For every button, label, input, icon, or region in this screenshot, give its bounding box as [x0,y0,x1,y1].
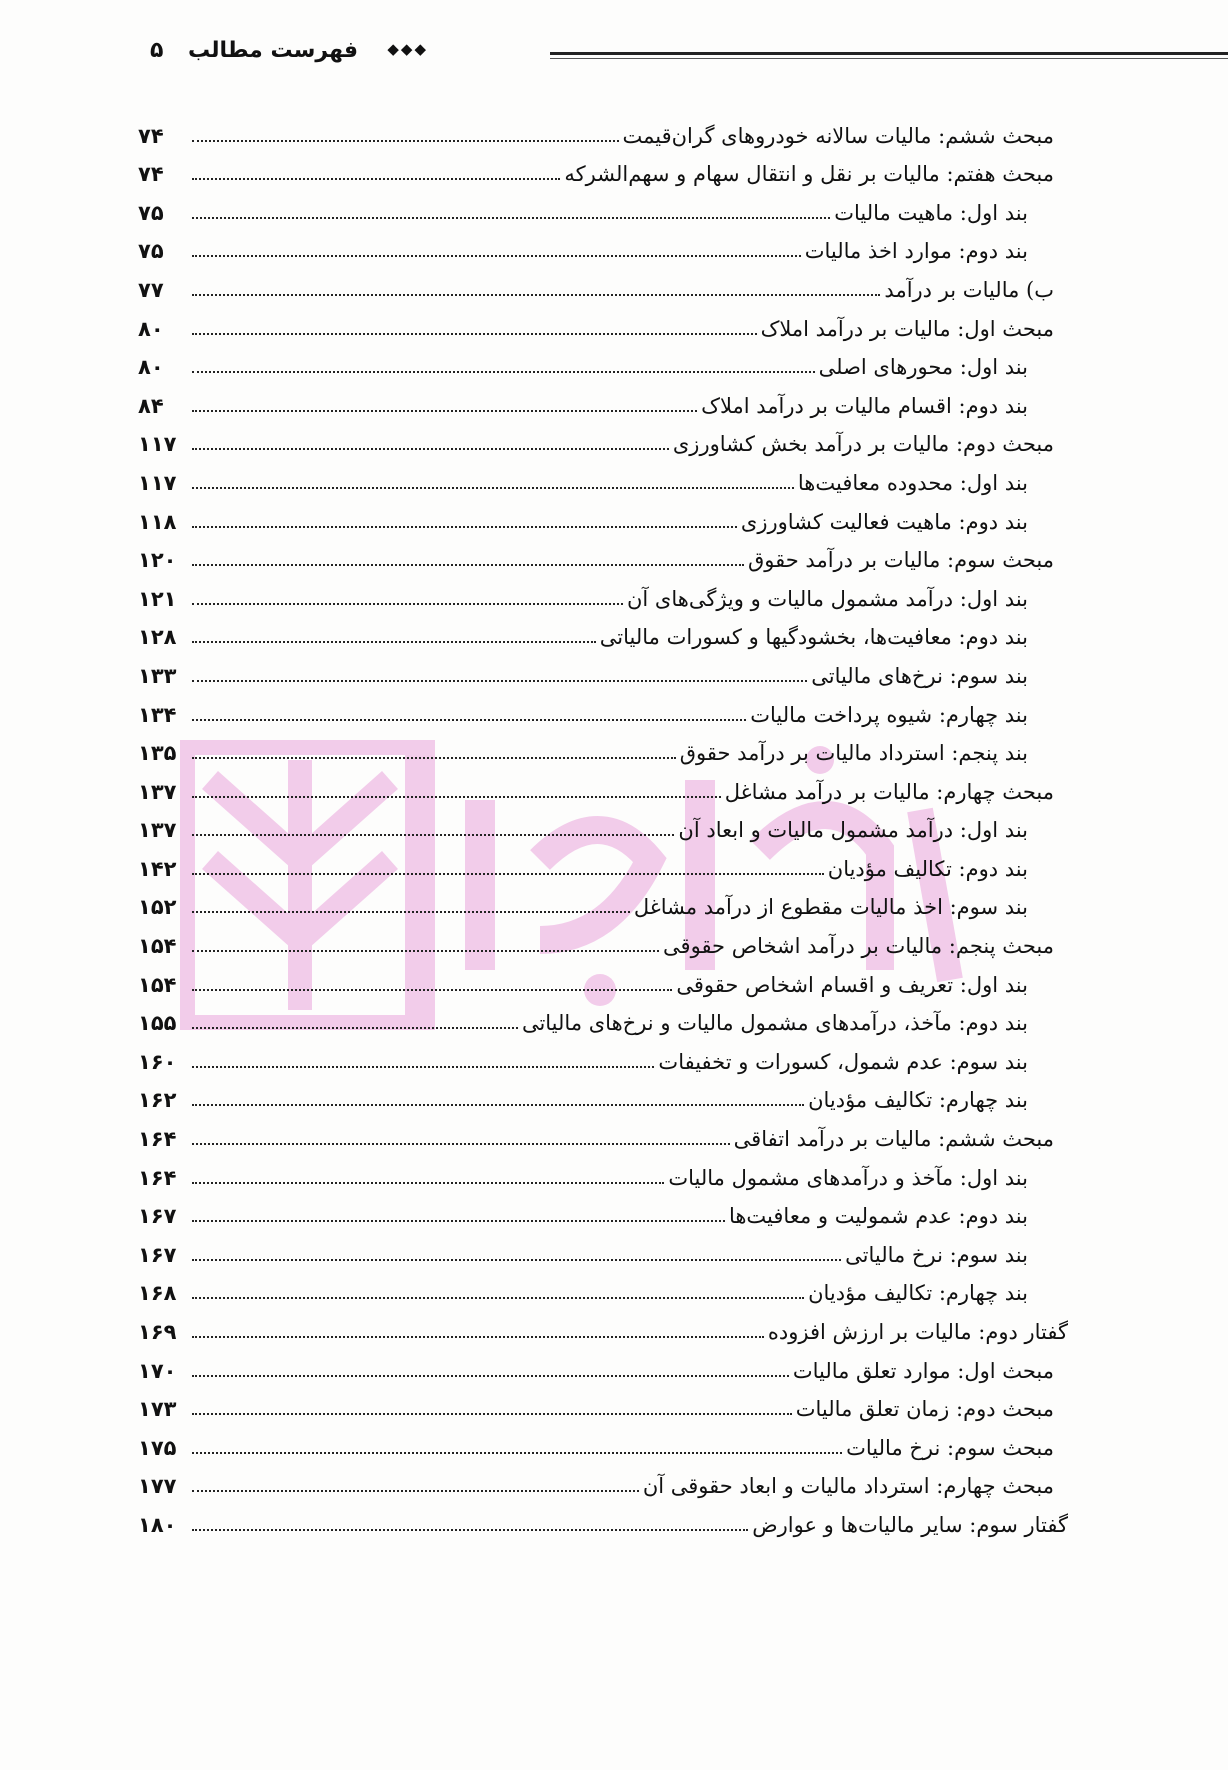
toc-entry [138,922,1068,961]
toc-dot-leader [192,1413,792,1415]
toc-entry [138,961,1068,1000]
toc-dot-leader [192,719,746,721]
toc-entry-title: بند دوم: مآخذ، درآمدهای مشمول مالیات و نرخ‌های مالیاتی [521,1011,1028,1036]
toc-dot-leader [192,757,676,759]
toc-entry [138,537,1068,576]
toc-dot-leader [192,448,669,450]
toc-entry [138,614,1068,653]
toc-entry [138,807,1068,846]
toc-page-number: ۱۵۵ [138,1011,177,1036]
toc-page-number: ۱۵۲ [138,895,177,920]
toc-dot-leader [192,1336,764,1338]
toc-dot-leader [192,1182,664,1184]
toc-entry [138,189,1068,228]
toc-entry-title: مبحث سوم: نرخ مالیات [846,1435,1054,1460]
toc-page-number: ۱۷۷ [138,1474,177,1499]
toc-page-number: ۱۷۳ [138,1397,177,1422]
toc-page-number: ۷۴ [138,162,164,187]
toc-page-number: ۱۶۸ [138,1281,177,1306]
toc-entry [138,1463,1068,1502]
toc-entry [138,228,1068,267]
toc-page-number: ۱۶۴ [138,1165,177,1190]
toc-page-number: ۷۴ [138,123,164,148]
toc-entry [138,1386,1068,1425]
toc-dot-leader [192,140,619,142]
toc-page-number: ۱۷۰ [138,1358,177,1383]
toc-dot-leader [192,1490,639,1492]
toc-page-number: ۱۶۴ [138,1127,177,1152]
toc-entry [138,1231,1068,1270]
toc-dot-leader [192,217,830,219]
toc-entry [138,845,1068,884]
toc-entry [138,1193,1068,1232]
toc-page-number: ۱۱۷ [138,432,177,457]
toc-page-number: ۱۳۵ [138,741,177,766]
toc-entry-title: بند اول: محدوده معافیت‌ها [797,470,1028,495]
header-rule-thin [550,58,1228,59]
toc-page-number: ۸۴ [138,393,164,418]
toc-page-number: ۱۶۷ [138,1204,177,1229]
toc-entry-title: بند چهارم: تکالیف مؤدیان [808,1281,1028,1306]
toc-dot-leader [192,1220,725,1222]
toc-entry-title: مبحث ششم: مالیات سالانه خودروهای گران‌قیمت [622,123,1054,148]
toc-dot-leader [192,950,659,952]
toc-entry-title: مبحث سوم: مالیات بر درآمد حقوق [748,548,1054,573]
toc-page-number: ۱۲۸ [138,625,177,650]
toc-entry [138,652,1068,691]
toc-dot-leader [192,603,623,605]
toc-entry-title: بند سوم: اخذ مالیات مقطوع از درآمد مشاغل [633,895,1028,920]
header-rule [550,52,1228,55]
toc-entry-title: گفتار سوم: سایر مالیات‌ها و عوارض [752,1512,1068,1537]
toc-entry-title: مبحث اول: موارد تعلق مالیات [792,1358,1054,1383]
toc-dot-leader [192,410,697,412]
toc-entry-title: بند اول: ماهیت مالیات [834,200,1028,225]
toc-dot-leader [192,1375,789,1377]
toc-page-number: ۱۶۰ [138,1049,177,1074]
toc-page-number: ۷۷ [138,277,164,302]
toc-page-number: ۱۵۴ [138,972,177,997]
toc-entry [138,691,1068,730]
toc-dot-leader [192,255,801,257]
toc-page-number: ۸۰ [138,316,164,341]
toc-entry [138,266,1068,305]
toc-page-number: ۱۶۷ [138,1242,177,1267]
toc-page-number: ۱۲۰ [138,548,177,573]
toc-dot-leader [192,178,560,180]
header-ornament: ◆◆◆ [387,40,428,58]
toc-entry-title: مبحث دوم: مالیات بر درآمد بخش کشاورزی [672,432,1054,457]
toc-page-number: ۱۱۷ [138,470,177,495]
toc-dot-leader [192,1104,804,1106]
toc-entry-title: بند دوم: معافیت‌ها، بخشودگیها و کسورات مالیاتی [599,625,1028,650]
toc-dot-leader [192,873,824,875]
toc-entry [138,575,1068,614]
toc-dot-leader [192,911,630,913]
toc-entry-title: بند دوم: ماهیت فعالیت کشاورزی [740,509,1028,534]
toc-page-number: ۱۱۸ [138,509,177,534]
toc-page-number: ۱۳۳ [138,663,177,688]
toc-page-number: ۱۶۹ [138,1320,177,1344]
toc-entry-title: مبحث چهارم: مالیات بر درآمد مشاغل [724,779,1054,804]
toc-entry-title: بند سوم: نرخ‌های مالیاتی [811,663,1028,688]
toc-entry-title: بند اول: مآخذ و درآمدهای مشمول مالیات [668,1165,1028,1190]
toc-dot-leader [192,1259,841,1261]
toc-entry [138,382,1068,421]
header-page-number: ۵ [150,38,164,63]
toc-page-number: ۸۰ [138,355,164,380]
toc-page-number: ۷۵ [138,239,164,264]
toc-page-number: ۱۸۰ [138,1512,177,1537]
toc-entry [138,151,1068,190]
toc-entry [138,1424,1068,1463]
toc-entry [138,305,1068,344]
toc-entry [138,498,1068,537]
toc-page-number: ۱۷۵ [138,1435,177,1460]
toc-entry [138,344,1068,383]
toc-dot-leader [192,333,757,335]
toc-entry-title: مبحث چهارم: استرداد مالیات و ابعاد حقوقی آن [642,1474,1054,1499]
toc-dot-leader [192,1066,654,1068]
toc-dot-leader [192,371,815,373]
toc-dot-leader [192,1529,748,1531]
toc-entry-title: بند دوم: موارد اخذ مالیات [804,239,1028,264]
toc-entry-title: بند اول: درآمد مشمول مالیات و ویژگی‌های آن [627,586,1028,611]
toc-entry-title: بند اول: محورهای اصلی [818,355,1028,380]
toc-dot-leader [192,1027,518,1029]
toc-entry-title: مبحث ششم: مالیات بر درآمد اتفاقی [733,1127,1054,1152]
toc-dot-leader [192,294,880,296]
toc-entry [138,884,1068,923]
toc-dot-leader [192,641,596,643]
toc-entry-title: مبحث پنجم: مالیات بر درآمد اشخاص حقوقی [663,934,1054,959]
toc-dot-leader [192,1452,842,1454]
toc-dot-leader [192,526,737,528]
toc-page-number: ۷۵ [138,200,164,225]
toc-entry [138,1154,1068,1193]
toc-entry-title: مبحث اول: مالیات بر درآمد املاک [760,316,1054,341]
toc-page-number: ۱۳۴ [138,702,177,727]
toc-page-number: ۱۵۴ [138,934,177,959]
toc-dot-leader [192,680,807,682]
toc-entry [138,1000,1068,1039]
toc-dot-leader [192,796,721,798]
toc-dot-leader [192,564,744,566]
toc-page-number: ۱۲۱ [138,586,177,611]
toc-entry-title: بند سوم: عدم شمول، کسورات و تخفیفات [658,1049,1028,1074]
toc-dot-leader [192,989,672,991]
toc-entry [138,768,1068,807]
toc-entry-title: بند سوم: نرخ مالیاتی [845,1242,1028,1267]
toc-entry [138,1270,1068,1309]
toc-entry [138,1115,1068,1154]
toc-entry [138,112,1068,151]
toc-page-number: ۱۳۷ [138,818,177,843]
toc-entry-title: ب) مالیات بر درآمد [884,277,1054,302]
toc-entry [138,1308,1068,1347]
toc-entry-title: مبحث هفتم: مالیات بر نقل و انتقال سهام و سهم‌الشرکه [564,162,1054,187]
toc-entry-title: بند پنجم: استرداد مالیات بر درآمد حقوق [679,741,1028,766]
toc-entry-title: بند چهارم: تکالیف مؤدیان [808,1088,1028,1113]
toc-entry [138,1501,1068,1540]
toc-entry [138,1038,1068,1077]
toc-entry [138,459,1068,498]
toc-dot-leader [192,1143,730,1145]
toc-entry-title: مبحث دوم: زمان تعلق مالیات [795,1397,1054,1422]
toc-page-number: ۱۴۲ [138,856,177,881]
toc-entry [138,1347,1068,1386]
toc-entry-title: بند دوم: اقسام مالیات بر درآمد املاک [701,393,1028,418]
toc-entry-title: بند دوم: عدم شمولیت و معافیت‌ها [728,1204,1028,1229]
toc-entry [138,421,1068,460]
toc-dot-leader [192,1297,804,1299]
toc-page-number: ۱۶۲ [138,1088,177,1113]
toc-entry [138,730,1068,769]
toc-entry-title: بند دوم: تکالیف مؤدیان [827,856,1028,881]
toc-dot-leader [192,834,674,836]
running-header [130,38,1228,78]
header-title: فهرست مطالب [187,38,358,63]
table-of-contents [138,112,1068,1540]
toc-entry-title: گفتار دوم: مالیات بر ارزش افزوده [767,1320,1068,1344]
toc-entry-title: بند اول: تعریف و اقسام اشخاص حقوقی [676,972,1028,997]
toc-dot-leader [192,487,794,489]
toc-entry-title: بند چهارم: شیوه پرداخت مالیات [750,702,1028,727]
toc-page-number: ۱۳۷ [138,779,177,804]
toc-entry [138,1077,1068,1116]
toc-entry-title: بند اول: درآمد مشمول مالیات و ابعاد آن [678,818,1028,843]
